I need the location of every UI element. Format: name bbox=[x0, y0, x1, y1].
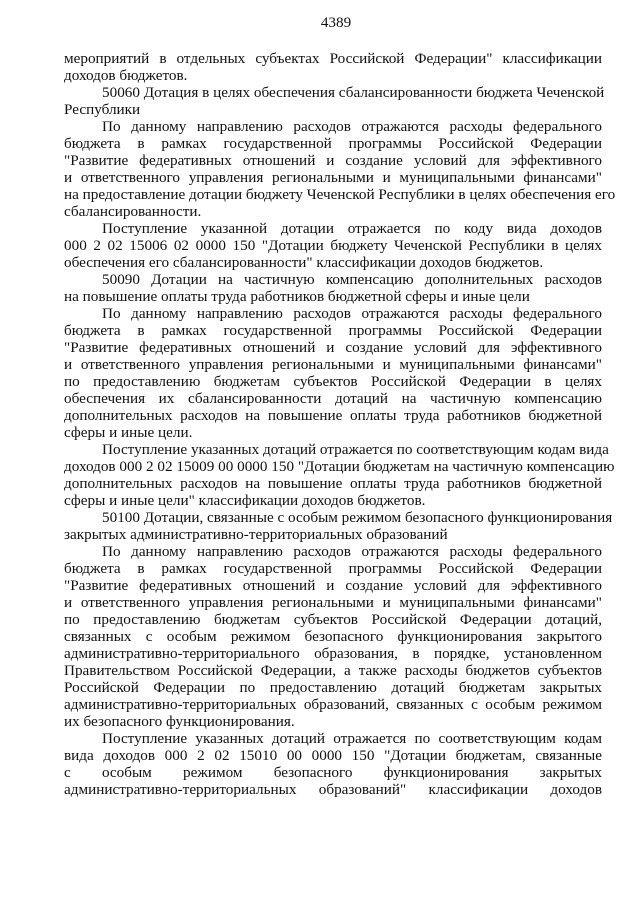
paragraph bbox=[64, 50, 602, 84]
text-line: По данному направлению расходов отражаются расходы федерального bbox=[102, 543, 602, 560]
page-number: 4389 bbox=[320, 14, 352, 31]
text-line: сбалансированности. bbox=[64, 203, 202, 220]
text-line: 000 2 02 15006 02 0000 150 "Дотации бюджету Чеченской Республики в целях bbox=[64, 237, 602, 254]
text-line: вида доходов 000 2 02 15010 00 0000 150 "Дотации бюджетам, связанные bbox=[64, 747, 602, 764]
paragraph bbox=[64, 543, 602, 730]
text-line: их безопасного функционирования. bbox=[64, 713, 295, 730]
text-line: дополнительных расходов на повышение оплаты труда работников бюджетной bbox=[64, 407, 602, 424]
text-line: административно-территориальных образований" классификации доходов bbox=[64, 781, 602, 798]
text-line: и ответственного управления региональными и муниципальными финансами" bbox=[64, 594, 602, 611]
text-line: Поступление указанных дотаций отражается по соответствующим кодам вида bbox=[102, 441, 609, 458]
text-line: административно-территориального образования, в порядке, установленном bbox=[64, 645, 602, 662]
text-line: и ответственного управления региональными и муниципальными финансами" bbox=[64, 169, 602, 186]
paragraph bbox=[64, 509, 613, 543]
text-line: по предоставлению бюджетам субъектов Российской Федерации дотаций, bbox=[64, 611, 602, 628]
paragraph bbox=[64, 730, 602, 798]
text-line: сферы и иные цели. bbox=[64, 424, 193, 441]
paragraph bbox=[64, 441, 615, 509]
text-line: на повышение оплаты труда работников бюджетной сферы и иные цели bbox=[64, 288, 530, 305]
text-line: "Развитие федеративных отношений и создание условий для эффективного bbox=[64, 152, 602, 169]
text-line: Поступление указанных дотаций отражается по соответствующим кодам bbox=[102, 730, 602, 747]
text-line: Российской Федерации по предоставлению дотаций бюджетам закрытых bbox=[64, 679, 602, 696]
paragraph bbox=[64, 305, 602, 441]
paragraph bbox=[64, 220, 602, 271]
text-line: доходов 000 2 02 15009 00 0000 150 "Дотации бюджетам на частичную компенсацию bbox=[64, 458, 615, 475]
text-line: 50100 Дотации, связанные с особым режимом безопасного функционирования bbox=[102, 509, 613, 526]
text-line: "Развитие федеративных отношений и создание условий для эффективного bbox=[64, 339, 602, 356]
document-body bbox=[64, 50, 616, 798]
text-line: на предоставление дотации бюджету Чеченской Республики в целях обеспечения его bbox=[64, 186, 616, 203]
text-line: связанных с особым режимом безопасного функционирования закрытого bbox=[64, 628, 602, 645]
text-line: бюджета в рамках государственной программы Российской Федерации bbox=[64, 322, 602, 339]
text-line: мероприятий в отдельных субъектах Российской Федерации" классификации bbox=[64, 50, 602, 67]
text-line: бюджета в рамках государственной программы Российской Федерации bbox=[64, 135, 602, 152]
text-line: По данному направлению расходов отражаются расходы федерального bbox=[102, 118, 602, 135]
text-line: дополнительных расходов на повышение оплаты труда работников бюджетной bbox=[64, 475, 602, 492]
text-line: обеспечения их сбалансированности дотаций на частичную компенсацию bbox=[64, 390, 602, 407]
paragraph bbox=[64, 84, 605, 118]
text-line: бюджета в рамках государственной программы Российской Федерации bbox=[64, 560, 602, 577]
document-page bbox=[64, 14, 616, 798]
text-line: Правительством Российской Федерации, а также расходы бюджетов субъектов bbox=[64, 662, 602, 679]
paragraph bbox=[64, 118, 616, 220]
text-line: по предоставлению бюджетам субъектов Российской Федерации в целях bbox=[64, 373, 602, 390]
text-line: закрытых административно-территориальных образований bbox=[64, 526, 448, 543]
text-line: и ответственного управления региональными и муниципальными финансами" bbox=[64, 356, 602, 373]
text-line: административно-территориальных образований, связанных с особым режимом bbox=[64, 696, 602, 713]
text-line: Республики bbox=[64, 101, 141, 118]
text-line: доходов бюджетов. bbox=[64, 67, 188, 84]
text-line: 50090 Дотации на частичную компенсацию дополнительных расходов bbox=[102, 271, 602, 288]
text-line: сферы и иные цели" классификации доходов бюджетов. bbox=[64, 492, 426, 509]
text-line: По данному направлению расходов отражаются расходы федерального bbox=[102, 305, 602, 322]
text-line: Поступление указанной дотации отражается по коду вида доходов bbox=[102, 220, 602, 237]
text-line: с особым режимом безопасного функционирования закрытых bbox=[64, 764, 602, 781]
text-line: "Развитие федеративных отношений и создание условий для эффективного bbox=[64, 577, 602, 594]
paragraph bbox=[64, 271, 602, 305]
text-line: обеспечения его сбалансированности" классификации доходов бюджетов. bbox=[64, 254, 544, 271]
text-line: 50060 Дотация в целях обеспечения сбалансированности бюджета Чеченской bbox=[102, 84, 605, 101]
